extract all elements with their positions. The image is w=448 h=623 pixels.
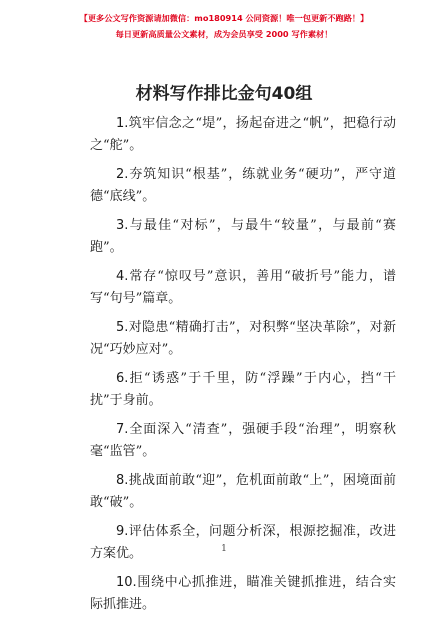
item-number: 9. bbox=[116, 524, 129, 539]
list-item bbox=[90, 521, 396, 565]
item-number: 8. bbox=[116, 473, 129, 488]
item-number: 6. bbox=[116, 371, 129, 386]
item-text: 评估体系全，问题分析深，根源挖掘准，改进方案优。 bbox=[90, 524, 396, 561]
item-text: 拒“诱惑”于千里，防“浮躁”于内心，挡“干扰”于身前。 bbox=[90, 371, 396, 408]
list-item bbox=[90, 419, 396, 463]
item-text: 筑牢信念之“堤”，扬起奋进之“帆”，把稳行动之“舵”。 bbox=[90, 116, 396, 153]
item-text: 对隐患“精确打击”，对积弊“坚决革除”，对新况“巧妙应对”。 bbox=[90, 320, 396, 357]
list-item bbox=[90, 470, 396, 514]
list-item bbox=[90, 368, 396, 412]
banner-line-1: 【更多公文写作资源请加微信：mo180914 公同资源！唯一包更新不跑路！】 bbox=[79, 13, 369, 23]
list-item bbox=[90, 317, 396, 361]
item-text: 挑战面前敢“迎”，危机面前敢“上”，困境面前敢“破”。 bbox=[90, 473, 396, 510]
item-text: 全面深入“清查”，强硬手段“治理”，明察秋毫“监管”。 bbox=[90, 422, 396, 459]
banner-line-2: 每日更新高质量公文素材，成为会员享受 2000 写作素材！ bbox=[115, 29, 333, 39]
header-banner bbox=[0, 12, 448, 40]
list-item bbox=[90, 572, 396, 616]
item-text: 夯筑知识“根基”，练就业务“硬功”，严守道德“底线”。 bbox=[90, 167, 396, 204]
list-item bbox=[90, 215, 396, 259]
list-item bbox=[90, 113, 396, 157]
document-title: 材料写作排比金句40组 bbox=[135, 84, 313, 104]
item-number: 7. bbox=[116, 422, 129, 437]
list-item bbox=[90, 164, 396, 208]
item-number: 10. bbox=[116, 575, 137, 590]
item-text: 围绕中心抓推进，瞄准关键抓推进，结合实际抓推进。 bbox=[90, 575, 396, 612]
item-text: 与最佳“对标”，与最牛“较量”，与最前“赛跑”。 bbox=[90, 218, 396, 255]
item-text: 常存“惊叹号”意识，善用“破折号”能力，谱写“句号”篇章。 bbox=[90, 269, 396, 306]
list-item bbox=[90, 266, 396, 310]
page-number: 1 bbox=[221, 544, 227, 554]
item-number: 3. bbox=[116, 218, 129, 233]
item-number: 2. bbox=[116, 167, 129, 182]
item-number: 5. bbox=[116, 320, 129, 335]
item-number: 1. bbox=[116, 116, 129, 131]
item-number: 4. bbox=[116, 269, 129, 284]
